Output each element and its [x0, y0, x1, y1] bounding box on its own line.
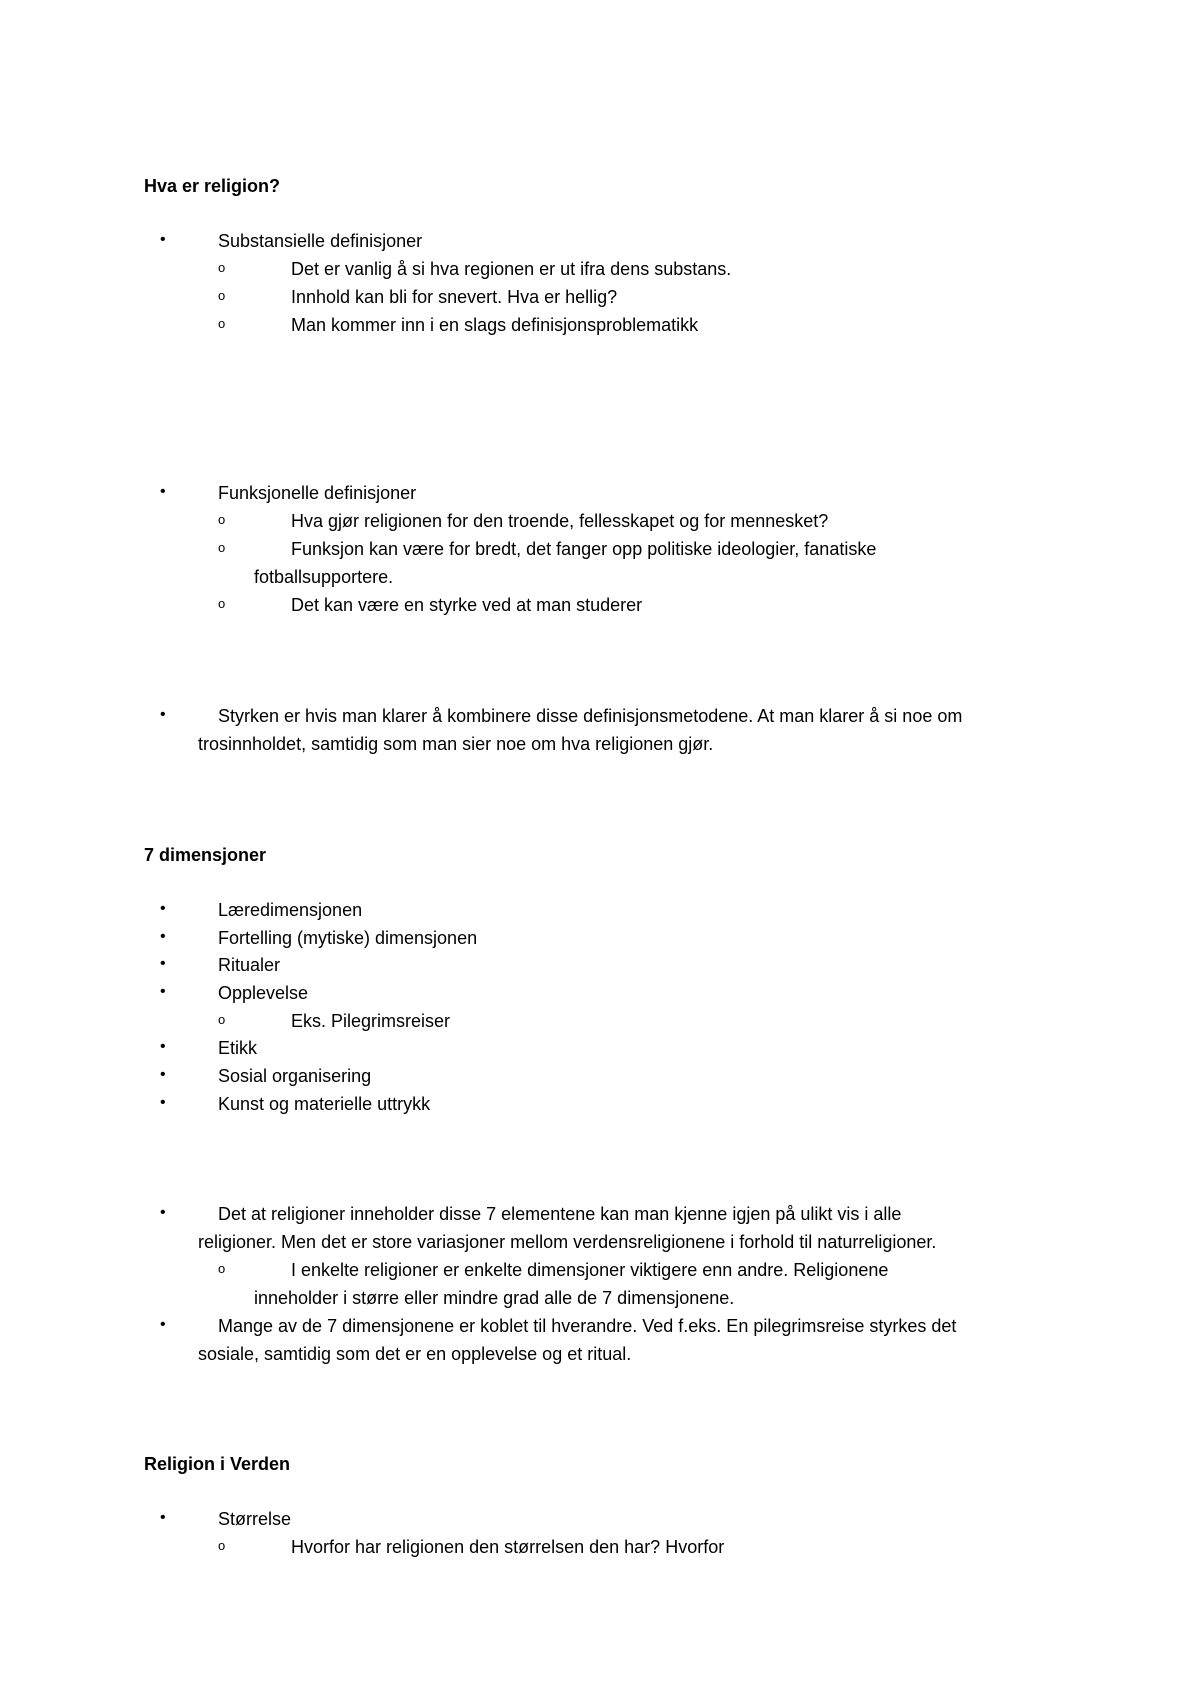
list-item-continuation: sosiale, samtidig som det er en opplevelse og et ritual. [198, 1344, 632, 1364]
list-item-continuation: trosinnholdet, samtidig som man sier noe om hva religionen gjør. [198, 734, 714, 754]
hollow-bullet-icon: o [218, 1012, 226, 1027]
hollow-bullet-icon: o [218, 260, 226, 275]
hollow-bullet-icon: o [218, 512, 226, 527]
hollow-bullet-icon: o [218, 1538, 226, 1553]
section-heading-religion-i-verden: Religion i Verden [144, 1454, 291, 1474]
list-item: Opplevelse [218, 983, 309, 1003]
sub-list-item: Funksjon kan være for bredt, det fanger opp politiske ideologier, fanatiske [291, 539, 877, 559]
hollow-bullet-icon: o [218, 316, 226, 331]
sub-list-item-continuation: fotballsupportere. [254, 567, 394, 587]
sub-list-item: Man kommer inn i en slags definisjonsproblematikk [291, 315, 699, 335]
list-item-continuation: religioner. Men det er store variasjoner mellom verdensreligionene i forhold til naturreligioner. [198, 1232, 937, 1252]
bullet-icon: • [160, 900, 166, 917]
list-item: Funksjonelle definisjoner [218, 483, 417, 503]
sub-list-item-continuation: inneholder i større eller mindre grad alle de 7 dimensjonene. [254, 1288, 735, 1308]
list-item: Etikk [218, 1038, 258, 1058]
list-item: Størrelse [218, 1509, 292, 1529]
section-heading-hva-er-religion: Hva er religion? [144, 176, 281, 196]
bullet-icon: • [160, 1094, 166, 1111]
bullet-icon: • [160, 983, 166, 1000]
bullet-icon: • [160, 1509, 166, 1526]
bullet-icon: • [160, 955, 166, 972]
bullet-icon: • [160, 483, 166, 500]
sub-list-item: Det kan være en styrke ved at man studerer [291, 595, 643, 615]
sub-list-item: Hvorfor har religionen den størrelsen den har? Hvorfor [291, 1537, 725, 1557]
bullet-icon: • [160, 1038, 166, 1055]
bullet-icon: • [160, 1316, 166, 1333]
list-item: Det at religioner inneholder disse 7 elementene kan man kjenne igjen på ulikt vis i alle [218, 1204, 902, 1224]
list-item: Fortelling (mytiske) dimensjonen [218, 928, 478, 948]
list-item: Ritualer [218, 955, 281, 975]
bullet-icon: • [160, 231, 166, 248]
sub-list-item: Hva gjør religionen for den troende, fellesskapet og for mennesket? [291, 511, 829, 531]
sub-list-item: Det er vanlig å si hva regionen er ut ifra dens substans. [291, 259, 732, 279]
hollow-bullet-icon: o [218, 596, 226, 611]
bullet-icon: • [160, 1204, 166, 1221]
bullet-icon: • [160, 1066, 166, 1083]
list-item: Styrken er hvis man klarer å kombinere disse definisjonsmetodene. At man klarer å si noe om [218, 706, 963, 726]
hollow-bullet-icon: o [218, 288, 226, 303]
section-heading-7-dimensjoner: 7 dimensjoner [144, 845, 267, 865]
sub-list-item: I enkelte religioner er enkelte dimensjoner viktigere enn andre. Religionene [291, 1260, 889, 1280]
list-item: Mange av de 7 dimensjonene er koblet til hverandre. Ved f.eks. En pilegrimsreise styrkes det [218, 1316, 957, 1336]
list-item: Læredimensjonen [218, 900, 363, 920]
bullet-icon: • [160, 706, 166, 723]
list-item: Kunst og materielle uttrykk [218, 1094, 431, 1114]
sub-list-item: Innhold kan bli for snevert. Hva er hellig? [291, 287, 618, 307]
hollow-bullet-icon: o [218, 1261, 226, 1276]
bullet-icon: • [160, 928, 166, 945]
sub-list-item: Eks. Pilegrimsreiser [291, 1011, 451, 1031]
list-item: Substansielle definisjoner [218, 231, 423, 251]
list-item: Sosial organisering [218, 1066, 372, 1086]
hollow-bullet-icon: o [218, 540, 226, 555]
